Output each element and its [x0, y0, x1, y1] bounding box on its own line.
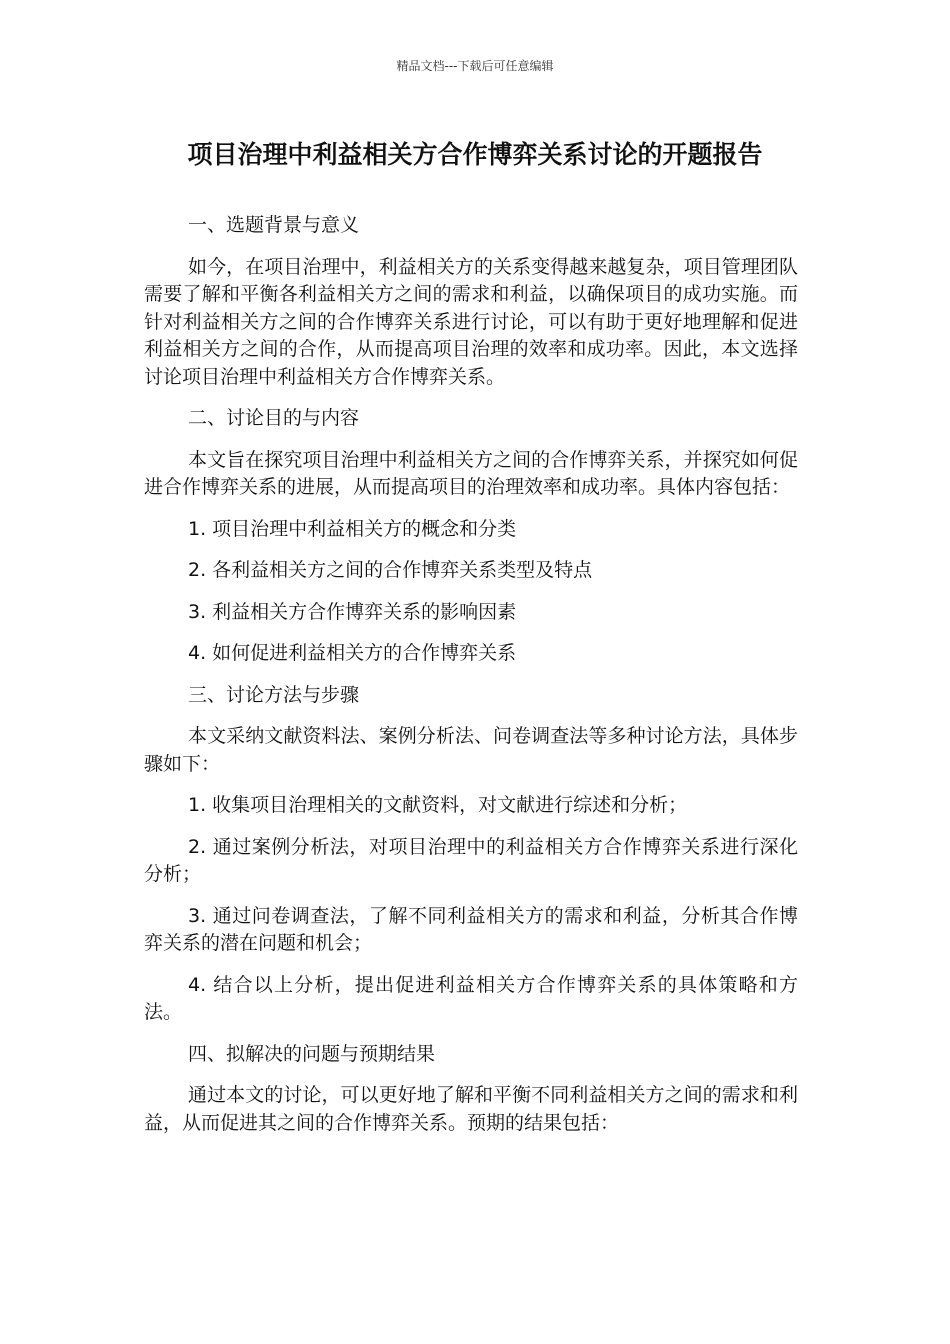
section-1-heading: 一、选题背景与意义: [188, 214, 360, 236]
section-1-paragraph: 如今，在项目治理中，利益相关方的关系变得越来越复杂，项目管理团队需要了解和平衡各利益相关方之间的需求和利益，以确保项目的成功实施。而针对利益相关方之间的合作博弈关系进行讨论，可以有助于更好地理解和促进利益相关方之间的合作，从而提高项目治理的效率和成功率。因此，本文选择讨论项目治理中利益相关方合作博弈关系。: [144, 255, 798, 388]
section-3-item-1: 1. 收集项目治理相关的文献资料，对文献进行综述和分析；: [188, 794, 688, 816]
section-3-paragraph: 本文采纳文献资料法、案例分析法、问卷调查法等多种讨论方法，具体步骤如下：: [144, 725, 798, 775]
document-title: 项目治理中利益相关方合作博弈关系讨论的开题报告: [187, 140, 763, 169]
section-4-paragraph: 通过本文的讨论，可以更好地了解和平衡不同利益相关方之间的需求和利益，从而促进其之间的合作博弈关系。预期的结果包括：: [144, 1084, 798, 1134]
section-4-heading: 四、拟解决的问题与预期结果: [188, 1042, 436, 1065]
section-3-item-3: 3. 通过问卷调查法，了解不同利益相关方的需求和利益，分析其合作博弈关系的潜在问题和机会；: [144, 904, 798, 954]
section-3-heading: 三、讨论方法与步骤: [188, 683, 360, 706]
section-3-item-2: 2. 通过案例分析法，对项目治理中的利益相关方合作博弈关系进行深化分析；: [144, 835, 798, 885]
section-2-item-3: 3. 利益相关方合作博弈关系的影响因素: [188, 600, 517, 623]
section-2-item-4: 4. 如何促进利益相关方的合作博弈关系: [188, 642, 517, 664]
section-2-item-2: 2. 各利益相关方之间的合作博弈关系类型及特点: [188, 559, 593, 581]
header-note: 精品文档---下载后可任意编辑: [396, 59, 554, 73]
section-2-item-1: 1. 项目治理中利益相关方的概念和分类: [188, 517, 517, 540]
section-2-paragraph: 本文旨在探究项目治理中利益相关方之间的合作博弈关系，并探究如何促进合作博弈关系的进展，从而提高项目的治理效率和成功率。具体内容包括：: [144, 448, 798, 498]
section-3-item-4: 4. 结合以上分析，提出促进利益相关方合作博弈关系的具体策略和方法。: [144, 973, 798, 1023]
section-2-heading: 二、讨论目的与内容: [188, 407, 360, 429]
document-body: [144, 212, 798, 1151]
